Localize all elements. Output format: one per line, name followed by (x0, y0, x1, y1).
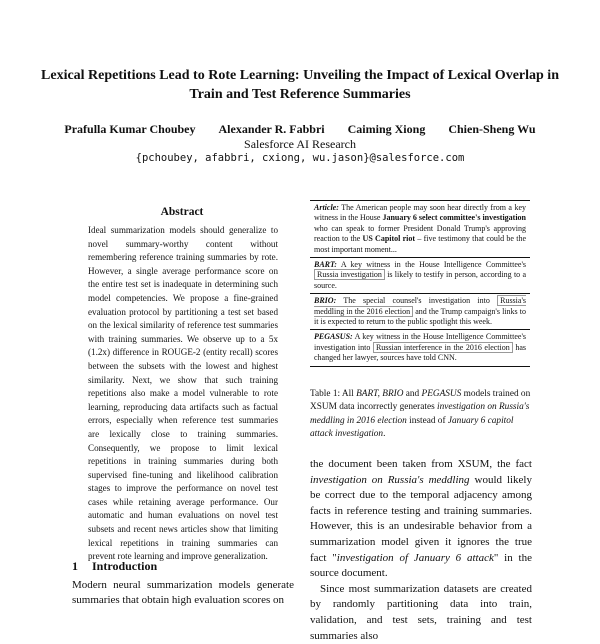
caption-model: PEGASUS (421, 389, 462, 399)
row-text: who can speak to former President Donald Trump's approving reaction to the (314, 223, 526, 244)
author-name: Prafulla Kumar Choubey (64, 122, 196, 136)
row-text: – five testimony that could be the most important moment... (314, 234, 526, 254)
highlight-phrase: Russia investigation (314, 269, 385, 280)
caption-model: BART, BRIO (356, 389, 404, 399)
row-text: and the Trump campaign's links to it is expected to return to the public spotlight this week. (314, 306, 526, 327)
caption-emph: investigation on Russia's meddling in 2016 election (310, 402, 530, 426)
emph-run: investigation on Russia's meddling (310, 473, 470, 486)
caption-text: Table 1: All (310, 389, 357, 399)
row-text: is likely to testify in person, according to a source. (314, 270, 526, 290)
highlight-phrase: Russia's meddling in the 2016 election (314, 296, 526, 316)
section-heading (72, 559, 157, 574)
author-emails: {pchoubey, afabbri, cxiong, wu.jason}@salesforce.com (135, 152, 465, 164)
intro-text: Modern neural summarization models generate summaries that obtain high evaluation scores on (72, 579, 294, 606)
text-run: Since most summarization datasets are created by randomly partitioning data into train, validation, and test sets, training and test summaries also (310, 582, 532, 642)
bart-block (310, 258, 530, 293)
pegasus-block (310, 330, 530, 365)
row-label: BRIO: (314, 296, 337, 306)
row-text: The special counsel's investigation into (336, 296, 498, 306)
row-label: Article: (314, 203, 339, 212)
row-text: has changed her lawyer, sources have told CNN. (314, 342, 527, 363)
abstract-text: Ideal summarization models should generalize to novel summary-worthy content without remembering reference training summaries by rote. However, a single average performance score on the entire test set is inadequate in determining such model competencies. We propose a fine-grained evaluation protocol by partitioning a test set based on the lexical similarity of reference test summaries with training summaries. We observe up to a 5x (1.2x) difference in ROUGE-2 (entity recall) scores between the subsets with the lowest and highest similarity. Next, we show that such training repetitions also make a model vulnerable to rote learning, reproducing data artifacts such as factual errors, especially when reference test summaries are lexically close to training summaries. Consequently, we propose to limit lexical repetitions in training summaries during both supervised fine-tuning and likelihood calibration stages to improve the performance on novel test cases while retaining average performance. Our automatic and human evaluations on novel test subsets and recent news articles show that limiting lexical repetitions in training summaries can prevent rote learning and improve generalization. (88, 225, 278, 562)
bold-phrase: US Capitol riot (362, 234, 416, 244)
affiliation: Salesforce AI Research (244, 137, 356, 151)
emph-run: investigation of January 6 attack (336, 551, 494, 564)
bold-phrase: January 6 select committee's investigation (382, 213, 526, 223)
text-run: would likely be correct due to the temporal adjacency among facts in reference testing and training summaries. However, this is an undesirable behavior from a summarization model given it ignores the true fact " (310, 473, 532, 564)
row-label: BART: (314, 260, 337, 270)
highlight-phrase: Russian interference in the 2016 election (373, 342, 513, 353)
caption-text: and (403, 389, 422, 399)
abstract-heading: Abstract (160, 206, 204, 218)
row-text: A key witness in the House Intelligence Committee's (336, 260, 526, 270)
row-text: The American people may soon hear directly from a key witness in the House (314, 203, 526, 223)
paper-title: Lexical Repetitions Lead to Rote Learning: Unveiling the Impact of Lexical Overlap in Train and Test Reference Summaries (41, 68, 559, 102)
author-name: Chien-Sheng Wu (448, 122, 536, 136)
table-rule (310, 366, 530, 367)
body-text-right (310, 457, 532, 644)
author-name: Alexander R. Fabbri (218, 122, 325, 136)
table-caption (310, 388, 532, 442)
paragraph (310, 582, 532, 644)
text-run: " in the source document. (310, 551, 532, 580)
caption-text: . (383, 429, 386, 440)
caption-emph: January 6 capitol attack investigation (310, 415, 514, 440)
example-table (310, 200, 530, 367)
paragraph (310, 457, 532, 582)
article-block (310, 201, 530, 257)
brio-block (310, 294, 530, 329)
caption-text: models trained on XSUM data incorrectly generates (310, 389, 531, 413)
author-name: Caiming Xiong (347, 122, 426, 136)
text-run: the document been taken from XSUM, the fact (310, 458, 532, 470)
section-number: 1 (72, 559, 78, 573)
row-text: A key witness in the House Intelligence Committee's investigation into (314, 332, 526, 352)
section-title: Introduction (92, 559, 158, 573)
author-list (40, 122, 560, 137)
caption-text: instead of (406, 415, 448, 426)
row-label: PEGASUS: (314, 332, 353, 342)
